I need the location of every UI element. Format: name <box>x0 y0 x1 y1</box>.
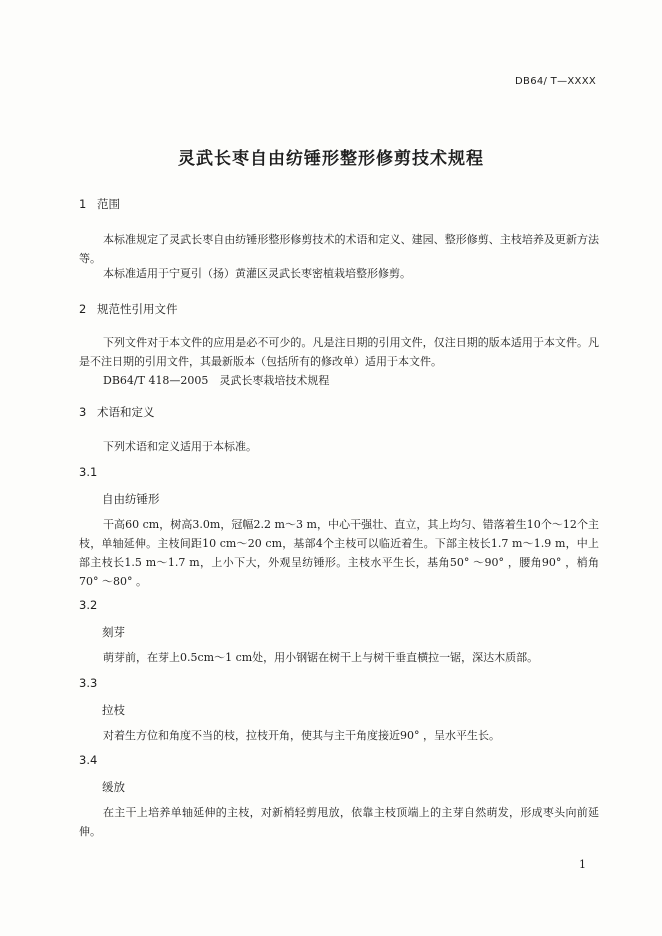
term-number: 3.2 <box>79 598 98 612</box>
term-name: 拉枝 <box>102 703 125 717</box>
document-number: DB64/ T—XXXX <box>515 76 596 87</box>
term-definition: 干高60 cm，树高3.0m，冠幅2.2 m～3 m，中心干强壮、直立，其上均匀、错落着生10个～12个主枝，单轴延伸。主枝间距10 cm～20 cm，基部4个主枝可以临近着生。下部主枝长1.7 m～1.9 m，中上部主枝长1.5 m～1.7 m，上小下大，外观呈纺锤形。主枝水平生长，基角50° ～90° ，腰角90° ，梢角70° ～80° 。 <box>79 518 599 588</box>
section-1-paragraph-2: 本标准适用于宁夏引（扬）黄灌区灵武长枣密植栽培整形修剪。 <box>103 267 411 280</box>
document-title: 灵武长枣自由纺锤形整形修剪技术规程 <box>178 149 484 169</box>
term-number: 3.1 <box>79 465 98 479</box>
section-title: 范围 <box>97 197 120 211</box>
term-name: 自由纺锤形 <box>102 492 160 506</box>
section-2-reference: DB64/T 418—2005 灵武长枣栽培技术规程 <box>103 374 330 387</box>
term-number: 3.4 <box>79 753 98 767</box>
section-1-heading <box>79 196 120 212</box>
section-number: 2 <box>79 302 87 316</box>
section-2-heading <box>79 301 178 317</box>
term-name: 刻芽 <box>102 625 125 639</box>
section-number: 3 <box>79 405 87 419</box>
section-title: 术语和定义 <box>97 405 155 419</box>
section-3-paragraph-1: 下列术语和定义适用于本标准。 <box>103 440 257 453</box>
section-3-heading <box>79 404 155 420</box>
term-number: 3.3 <box>79 676 98 690</box>
page-number: 1 <box>579 858 586 871</box>
term-name: 缓放 <box>102 780 125 794</box>
section-1-paragraph-1: 本标准规定了灵武长枣自由纺锤形整形修剪技术的术语和定义、建园、整形修剪、主枝培养及更新方法等。 <box>79 233 599 265</box>
term-definition: 萌芽前，在芽上0.5cm～1 cm处，用小钢锯在树干上与树干垂直横拉一锯，深达木质部。 <box>103 651 539 664</box>
section-2-paragraph-1: 下列文件对于本文件的应用是必不可少的。凡是注日期的引用文件，仅注日期的版本适用于本文件。凡是不注日期的引用文件，其最新版本（包括所有的修改单）适用于本文件。 <box>79 336 599 368</box>
section-number: 1 <box>79 197 87 211</box>
term-definition: 对着生方位和角度不当的枝，拉枝开角，使其与主干角度接近90° ，呈水平生长。 <box>103 729 500 742</box>
term-definition: 在主干上培养单轴延伸的主枝，对新梢轻剪甩放，依靠主枝顶端上的主芽自然萌发，形成枣头向前延伸。 <box>79 806 599 838</box>
section-title: 规范性引用文件 <box>97 302 178 316</box>
